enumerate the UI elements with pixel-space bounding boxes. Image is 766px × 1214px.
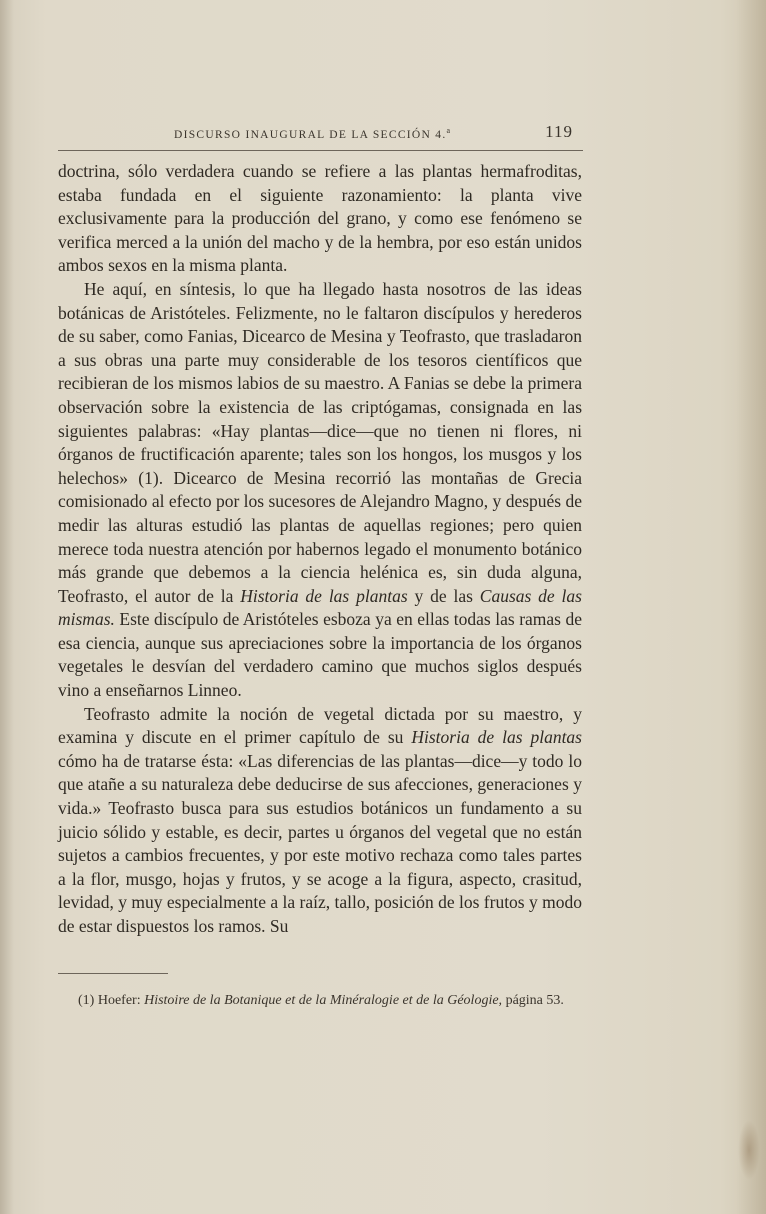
main-text [58, 160, 582, 939]
footnote [58, 990, 582, 1011]
running-head-text: DISCURSO INAUGURAL DE LA SECCIÓN 4. [174, 128, 447, 141]
paragraph-3 [58, 703, 582, 939]
page-number: 119 [545, 122, 573, 141]
paragraph-2-text-a: He aquí, en síntesis, lo que ha llegado hasta nosotros de las ideas botánicas de Aristóteles. Felizmente, no le faltaron discípulos y herederos de su saber, como Fanias, Dicearco de Mesina y Teofrasto, que trasladaron a sus obras una parte muy considerable de los tesoros científicos que recibieran de los mismos labios de su maestro. A Fanias se debe la primera observación sobre la existencia de las criptógamas, consignada en las siguientes palabras: «Hay plantas—dice—que no tienen ni flores, ni órganos de fructificación aparente; tales son los hongos, los musgos y los helechos» (1). Dicearco de Mesina recorrió las montañas de Grecia comisionado al efecto por los sucesores de Alejandro Magno, y después de medir las alturas estudió las plantas de aquellas regiones; pero quien merece toda nuestra atención por habernos legado el monumento botánico más grande que debemos a la ciencia helénica es, sin duda alguna, Teofrasto, el autor de la [58, 278, 582, 606]
paragraph-3-text-b: cómo ha de tratarse ésta: «Las diferencias de las plantas—dice—y todo lo que atañe a su naturaleza debe deducirse de sus afecciones, generaciones y vida.» Teofrasto busca para sus estudios botánicos un fundamento a su juicio sólido y estable, es decir, partes u órganos del vegetal que no están sujetos a cambios frecuentes, y por este motivo rechaza como tales partes a la flor, musgo, hojas y frutos, y se acoge a la figura, aspecto, crasitud, levidad, y muy especialmente a la raíz, tallo, posición de los frutos y modo de estar dispuestos los ramos. Su [58, 750, 582, 936]
running-head-superscript: a [446, 126, 452, 135]
gutter-shadow [0, 0, 14, 1214]
running-head [174, 126, 451, 141]
book-title-causas: Causas de las mismas. [58, 585, 582, 630]
paragraph-2 [58, 278, 582, 703]
paragraph-3-text-a: Teofrasto admite la noción de vegetal dictada por su maestro, y examina y discute en el primer capítulo de su [58, 703, 582, 748]
paragraph-1: doctrina, sólo verdadera cuando se refiere a las plantas hermafroditas, estaba fundada en el siguiente razonamiento: la planta vive exclusivamente para la producción del grano, y como ese fenómeno se verifica merced a la unión del macho y de la hembra, por eso están unidos ambos sexos en la misma planta. [58, 161, 582, 276]
paper-stain [738, 1120, 760, 1180]
paragraph-2-text-b: y de las [407, 585, 480, 606]
page-header [58, 120, 583, 151]
page-edge-shadow [736, 0, 766, 1214]
footnote-page: página 53. [505, 993, 564, 1008]
footnote-title: Histoire de la Botanique et de la Minéralogie et de la Géologie, [144, 993, 503, 1008]
footnote-author: Hoefer: [97, 993, 141, 1008]
book-title-historia-2: Historia de las plantas [411, 727, 582, 748]
paragraph-2-text-c: Este discípulo de Aristóteles esboza ya en ellas todas las ramas de esa ciencia, aunque sus apreciaciones sobre la importancia de los órganos vegetales le desvían del verdadero camino que muchos siglos después vino a enseñarnos Linneo. [58, 609, 582, 701]
footnote-1 [58, 990, 582, 1011]
footnote-divider [58, 973, 168, 974]
book-title-historia: Historia de las plantas [240, 585, 408, 606]
footnote-marker: (1) [78, 993, 95, 1008]
